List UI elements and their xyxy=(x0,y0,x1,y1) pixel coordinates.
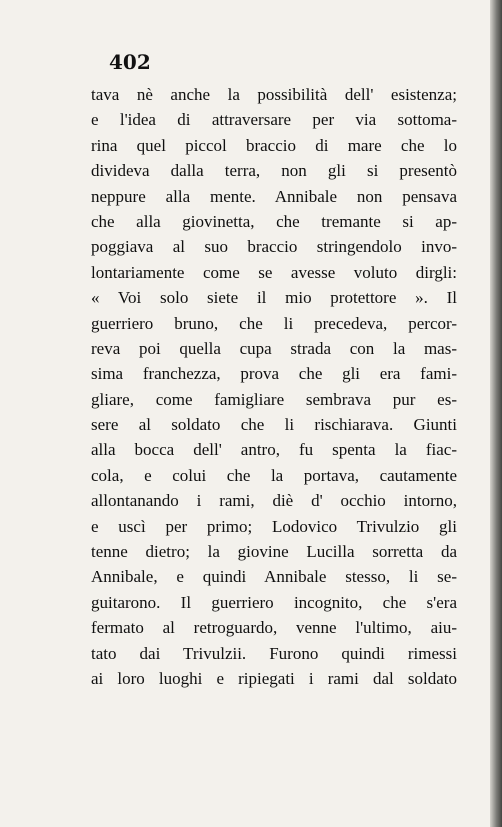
text-line: « Voi solo siete il mio protettore ». Il xyxy=(91,288,457,308)
text-line: e l'idea di attraversare per via sottoma- xyxy=(91,110,457,130)
text-line: tava nè anche la possibilità dell' esistenza; xyxy=(91,85,457,104)
text-line: gliare, come famigliare sembrava pur es- xyxy=(91,389,457,409)
text-line: alla bocca dell' antro, fu spenta la fiac- xyxy=(91,440,457,460)
text-line: divideva dalla terra, non gli si presentò xyxy=(91,161,457,181)
text-line: lontariamente come se avesse voluto dirgli: xyxy=(91,262,457,282)
text-line: guitarono. Il guerriero incognito, che s'era xyxy=(91,592,457,612)
text-line: reva poi quella cupa strada con la mas- xyxy=(91,338,457,358)
text-line: sere al soldato che li rischiarava. Giunti xyxy=(91,415,457,435)
text-line: che alla giovinetta, che tremante si ap- xyxy=(91,211,457,231)
text-line: tenne dietro; la giovine Lucilla sorretta da xyxy=(91,542,457,562)
text-line: tato dai Trivulzii. Furono quindi rimessi xyxy=(91,643,457,663)
text-line: guerriero bruno, che li precedeva, percor- xyxy=(91,313,457,333)
text-line: e uscì per primo; Lodovico Trivulzio gli xyxy=(91,516,457,536)
text-line: Annibale, e quindi Annibale stesso, li se- xyxy=(91,567,457,587)
page-number: 402 xyxy=(109,50,151,74)
text-line: sima franchezza, prova che gli era fami- xyxy=(91,364,457,384)
text-line: neppure alla mente. Annibale non pensava xyxy=(91,186,457,206)
page-binding-edge xyxy=(490,0,502,827)
text-line: cola, e colui che la portava, cautamente xyxy=(91,465,457,485)
text-line: ai loro luoghi e ripiegati i rami dal soldato xyxy=(91,668,457,688)
text-line: rina quel piccol braccio di mare che lo xyxy=(91,135,457,155)
text-line: allontanando i rami, diè d' occhio intorno, xyxy=(91,491,457,511)
body-text xyxy=(91,82,457,691)
text-line: fermato al retroguardo, venne l'ultimo, aiu- xyxy=(91,618,457,638)
text-line: poggiava al suo braccio stringendolo invo- xyxy=(91,237,457,257)
